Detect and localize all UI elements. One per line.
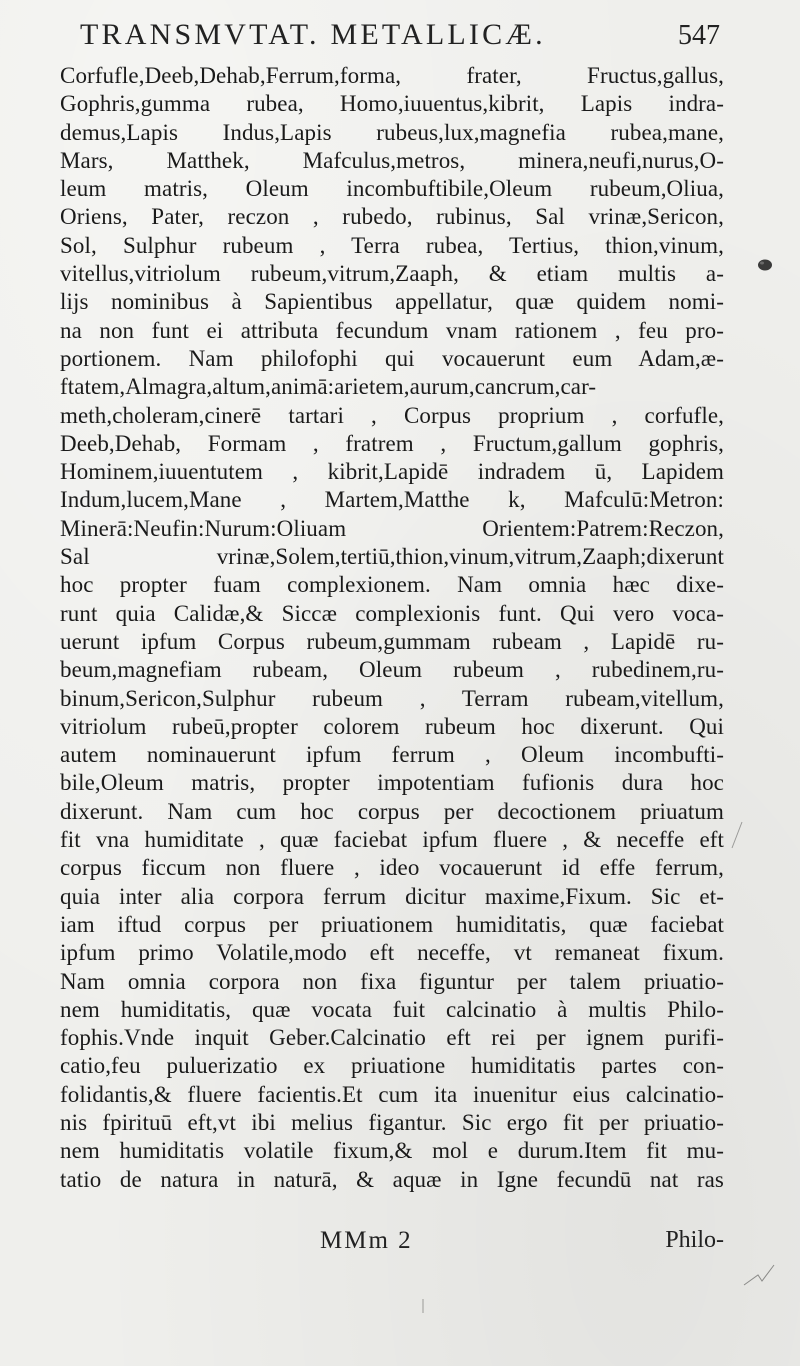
text-line: Mars, Matthek, Mafculus,metros, minera,neufi,nurus,O- [60,147,724,173]
text-line: Indum,lucem,Mane , Martem,Matthe k, Mafculū:Metron: [60,487,724,513]
text-line: hoc propter fuam complexionem. Nam omnia hæc dixe- [60,572,724,598]
text-line: fophis.Vnde inquit Geber.Calcinatio eft rei per ignem purifi- [60,1025,724,1051]
text-line: catio,feu puluerizatio ex priuatione humiditatis partes con- [60,1053,724,1079]
text-line: dixerunt. Nam cum hoc corpus per decoctionem priuatum [60,798,724,824]
text-line: ftatem,Almagra,altum,animā:arietem,aurum,cancrum,car- [60,374,597,400]
running-head [60,18,720,58]
text-line: Nam omnia corpora non fixa figuntur per talem priuatio- [60,968,724,994]
page-number: 547 [678,20,720,51]
margin-slash-icon [730,820,744,850]
text-line: beum,magnefiam rubeam, Oleum rubeum , rubedinem,ru- [60,657,724,683]
text-line: corpus ficcum non fluere , ideo vocauerunt id effe ferrum, [60,855,724,881]
text-line: Hominem,iuuentutem , kibrit,Lapidē indradem ū, Lapidem [60,459,724,485]
text-line: vitellus,vitriolum rubeum,vitrum,Zaaph, & etiam multis a- [60,261,724,287]
text-line: lijs nominibus à Sapientibus appellatur, quæ quidem nomi- [60,289,724,315]
bottom-tick-icon [418,1298,428,1314]
signature-mark: MMm 2 [320,1227,413,1254]
text-line: Deeb,Dehab, Formam , fratrem , Fructum,gallum gophris, [60,430,724,456]
text-line: demus,Lapis Indus,Lapis rubeus,lux,magnefia rubea,mane, [60,119,724,145]
margin-scribble-icon [740,1255,780,1295]
text-line: uerunt ipfum Corpus rubeum,gummam rubeam , Lapidē ru- [60,628,724,654]
text-line: binum,Sericon,Sulphur rubeum , Terram rubeam,vitellum, [60,685,724,711]
text-line: na non funt ei attributa fecundum vnam rationem , feu pro- [60,317,724,343]
text-line: nem humiditatis volatile fixum,& mol e durum.Item fit mu- [60,1138,724,1164]
text-line: leum matris, Oleum incombuftibile,Oleum rubeum,Oliua, [60,176,724,202]
text-line: ipfum primo Volatile,modo eft neceffe, vt remaneat fixum. [60,940,724,966]
text-line: meth,choleram,cinerē tartari , Corpus proprium , corfufle, [60,402,724,428]
ink-blot-icon [756,258,774,272]
page-footer [60,1227,724,1261]
text-line: bile,Oleum matris, propter impotentiam fufionis dura hoc [60,770,724,796]
text-line: fit vna humiditate , quæ faciebat ipfum fluere , & neceffe eft [60,827,724,853]
text-line: quia inter alia corpora ferrum dicitur maxime,Fixum. Sic et- [60,883,724,909]
text-line: portionem. Nam philofophi qui vocauerunt eum Adam,æ- [60,345,724,371]
text-line: Minerā:Neufin:Nurum:Oliuam Orientem:Patrem:Reczon, [60,515,724,541]
text-line: nis fpirituū eft,vt ibi melius figantur. Sic ergo fit per priuatio- [60,1109,724,1135]
body-text [60,62,724,1194]
text-line: Sol, Sulphur rubeum , Terra rubea, Tertius, thion,vinum, [60,232,724,258]
text-line: vitriolum rubeū,propter colorem rubeum hoc dixerunt. Qui [60,713,724,739]
text-line: nem humiditatis, quæ vocata fuit calcinatio à multis Philo- [60,996,724,1022]
text-line: Gophris,gumma rubea, Homo,iuuentus,kibrit, Lapis indra- [60,91,724,117]
text-line: iam iftud corpus per priuationem humiditatis, quæ faciebat [60,911,724,937]
running-title: TRANSMVTAT. METALLICÆ. [80,18,546,51]
catchword: Philo- [665,1227,724,1253]
text-line: Oriens, Pater, reczon , rubedo, rubinus, Sal vrinæ,Sericon, [60,204,724,230]
text-line: Sal vrinæ,Solem,tertiū,thion,vinum,vitrum,Zaaph;dixerunt [60,544,724,570]
text-line: autem nominauerunt ipfum ferrum , Oleum incombufti- [60,742,724,768]
text-line: Corfufle,Deeb,Dehab,Ferrum,forma, frater, Fructus,gallus, [60,63,724,88]
text-line: tatio de natura in naturā, & aquæ in Igne fecundū nat ras [60,1166,724,1192]
text-line: folidantis,& fluere facientis.Et cum ita inuenitur eius calcinatio- [60,1081,724,1107]
text-line: runt quia Calidæ,& Siccæ complexionis funt. Qui vero voca- [60,600,724,626]
